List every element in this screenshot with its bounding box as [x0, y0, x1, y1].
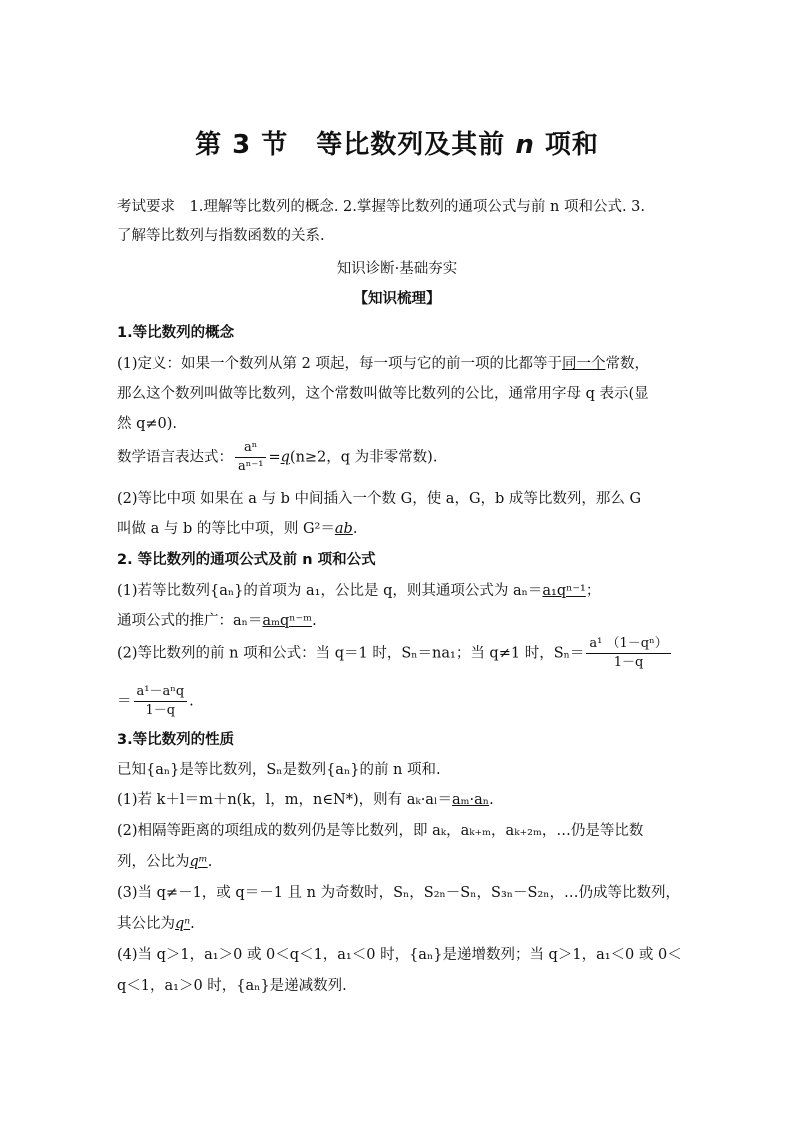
s1-answer-q: q	[280, 449, 290, 466]
s1-definition-line-3: 然 q≠0).	[117, 416, 178, 432]
s3-intro: 已知{aₙ}是等比数列，Sₙ是数列{aₙ}的前 n 项和.	[117, 762, 441, 778]
title-text: 等比数列及其前	[316, 130, 506, 160]
s2-sum-formula-line-1: (2)等比数列的前 n 项和公式：当 q＝1 时，Sₙ＝na₁；当 q≠1 时，Sₙ＝ $\frac{\text{a¹ （1－qⁿ）}}{1-q}$	[117, 636, 677, 680]
title-suffix: 项和	[544, 130, 599, 160]
s3-property-2-line-2: 列，公比为qᵐ.	[117, 854, 213, 870]
sum-fraction-1: $\frac{\text{a¹ （1－qⁿ）}}{1-q}$	[586, 636, 670, 671]
requirements-line-1: 考试要求 1.理解等比数列的概念. 2.掌握等比数列的通项公式与前 n 项和公式. 3.	[117, 199, 645, 215]
s2-answer-extension: aₘqⁿ⁻ᵐ	[262, 613, 313, 629]
s1-heading: 1.等比数列的概念	[117, 325, 235, 341]
s1-math-expression: 数学语言表达式： $\frac{\text{aⁿ}}{\text{aⁿ⁻¹}}$ =q(n≥2，q 为非零常数).	[117, 440, 438, 474]
s3-property-1: (1)若 k＋l＝m＋n(k，l，m，n∈N*)，则有 aₖ·aₗ＝aₘ·aₙ.	[117, 792, 494, 808]
title-variable: n	[515, 130, 535, 160]
s3-heading: 3.等比数列的性质	[117, 732, 235, 748]
s1-definition-line-2: 那么这个数列叫做等比数列，这个常数叫做等比数列的公比，通常用字母 q 表示(显	[117, 386, 649, 402]
s1-answer-ab: ab	[334, 521, 353, 537]
title-section-number: 第 3 节	[195, 130, 289, 160]
s3-answer-product: aₘ·aₙ	[451, 792, 490, 808]
subsection-header: 【知识梳理】	[353, 291, 441, 307]
s1-geometric-mean-line-2: 叫做 a 与 b 的等比中项，则 G²＝ab.	[117, 521, 358, 537]
s2-heading: 2. 等比数列的通项公式及前 n 项和公式	[117, 552, 376, 568]
sum-fraction-2: $\frac{\text{a¹－aⁿq}}{1-q}$	[134, 684, 188, 719]
s3-answer-qn: qⁿ	[175, 916, 191, 932]
s2-answer-general-term: a₁qⁿ⁻¹	[542, 583, 586, 599]
s3-property-4-line-2: q＜1，a₁＞0 时，{aₙ}是递减数列.	[117, 978, 347, 994]
requirements-line-2: 了解等比数列与指数函数的关系.	[117, 228, 325, 244]
s3-property-4-line-1: (4)当 q＞1，a₁＞0 或 0＜q＜1，a₁＜0 时，{aₙ}是递增数列；当 q＞1，a₁＜0 或 0＜	[117, 947, 682, 963]
s2-general-term: (1)若等比数列{aₙ}的首项为 a₁，公比是 q，则其通项公式为 aₙ＝a₁qⁿ⁻¹；	[117, 583, 601, 599]
s2-general-term-extension: 通项公式的推广：aₙ＝aₘqⁿ⁻ᵐ.	[117, 613, 317, 629]
s1-geometric-mean-line-1: (2)等比中项 如果在 a 与 b 中间插入一个数 G，使 a，G，b 成等比数列，那么 G	[117, 491, 642, 507]
page-title	[0, 124, 794, 161]
s2-sum-formula-line-2: ＝ $\frac{\text{a¹－aⁿq}}{1-q}$ .	[117, 684, 194, 718]
s3-property-3-line-1: (3)当 q≠－1，或 q＝－1 且 n 为奇数时，Sₙ，S₂ₙ－Sₙ，S₃ₙ－S₂ₙ，…仍成等比数列，	[117, 885, 681, 901]
s1-definition-line-1: (1)定义：如果一个数列从第 2 项起，每一项与它的前一项的比都等于同一个常数，	[117, 356, 649, 372]
s1-answer-same-constant: 同一个	[561, 356, 606, 372]
s3-property-2-line-1: (2)相隔等距离的项组成的数列仍是等比数列，即 aₖ，aₖ₊ₘ，aₖ₊₂ₘ，…仍是等比数	[117, 823, 644, 839]
section-header: 知识诊断·基础夯实	[336, 261, 458, 277]
ratio-fraction: $\frac{\text{aⁿ}}{\text{aⁿ⁻¹}}$	[235, 440, 266, 475]
s3-property-3-line-2: 其公比为qⁿ.	[117, 916, 195, 932]
s3-answer-qm: qᵐ	[189, 854, 208, 870]
